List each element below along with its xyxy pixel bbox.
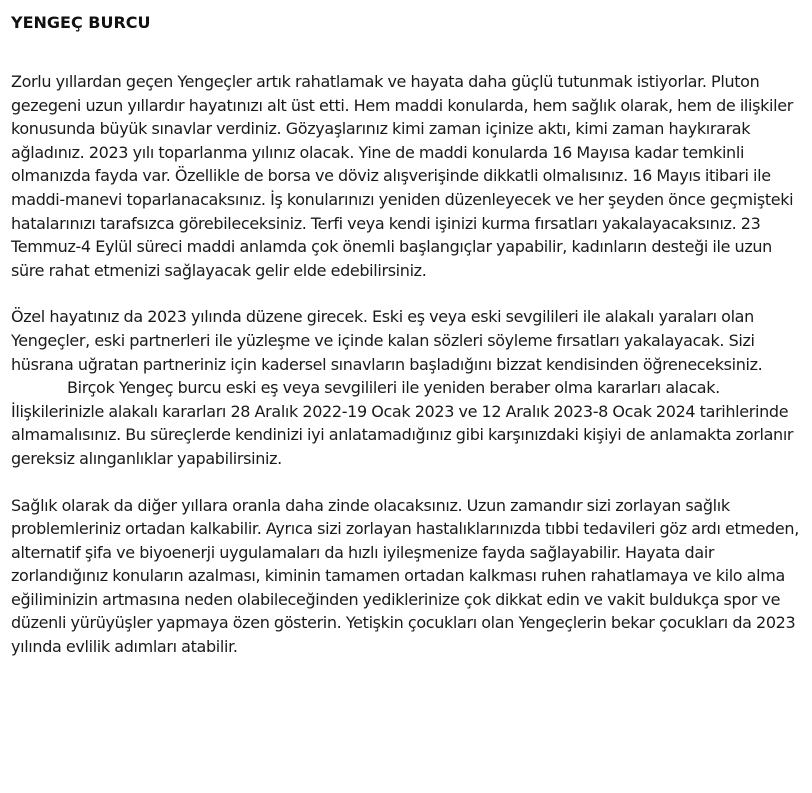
article-title: YENGEÇ BURCU	[11, 13, 151, 32]
paragraph-relationships-part1: Özel hayatınız da 2023 yılında düzene girecek. Eski eş veya eski sevgilileri ile alakalı yaraları olan Yengeçler, eski partnerleri ile yüzleşme ve içinde kalan sözleri söyleme fırsatları yakalayacak. Sizi hüsrana uğratan partneriniz için kadersel sınavların başladığını bizzat kendisinden öğreneceksiniz.	[11, 307, 763, 374]
paragraph-health: Sağlık olarak da diğer yıllara oranla daha zinde olacaksınız. Uzun zamandır sizi zorlayan sağlık problemleriniz ortadan kalkabilir. Ayrıca sizi zorlayan hastalıklarınızda tıbbi tedavileri göz ardı etmeden, alternatif şifa ve biyoenerji uygulamaları da hızlı iyileşmenize fayda sağlayabilir. Hayata dair zorlandığınız konuların azalması, kiminin tamamen ortadan kalkması ruhen rahatlamaya ve kilo alma eğiliminizin artmasına neden olabileceğinden yediklerinize çok dikkat edin ve vakit buldukça spor ve düzenli yürüyüşler yapmaya özen gösterin. Yetişkin çocukları olan Yengeçlerin bekar çocukları da 2023 yılında evlilik adımları atabilir.	[11, 495, 799, 657]
paragraph-finance: Zorlu yıllardan geçen Yengeçler artık rahatlamak ve hayata daha güçlü tutunmak istiyorlar. Pluton gezegeni uzun yıllardır hayatınızı alt üst etti. Hem maddi konularda, hem sağlık olarak, hem de ilişkiler konusunda büyük sınavlar verdiniz. Gözyaşlarınız kimi zaman içinize aktı, kimi zaman haykırarak ağladınız. 2023 yılı toparlanma yılınız olacak. Yine de maddi konularda 16 Mayısa kadar temkinli olmanızda fayda var. Özellikle de borsa ve döviz alışverişinde dikkatli olmalısınız. 16 Mayıs itibari ile maddi-manevi toparlanacaksınız. İş konularınızı yeniden düzenleyecek ve her şeyden önce geçmişteki hatalarınızı tarafsızca görebileceksiniz. Terfi veya kendi işinizi kurma fırsatları yakalayacaksınız. 23 Temmuz-4 Eylül süreci maddi anlamda çok önemli başlangıçlar yapabilir, kadınların desteği ile uzun süre rahat etmenizi sağlayacak gelir elde edebilirsiniz.	[11, 72, 794, 280]
paragraph-relationships-part2: Birçok Yengeç burcu eski eş veya sevgilileri ile yeniden beraber olma kararları alacak. İlişkilerinizle alakalı kararları 28 Aralık 2022-19 Ocak 2023 ve 12 Aralık 2023-8 Ocak 2024 tarihlerinde almamalısınız. Bu süreçlerde kendinizi iyi anlatamadığınız gibi karşınızdaki kişiyi de anlamakta zorlanır gereksiz alınganlıklar yapabilirsiniz.	[11, 378, 794, 468]
paragraph-relationships	[11, 305, 802, 470]
